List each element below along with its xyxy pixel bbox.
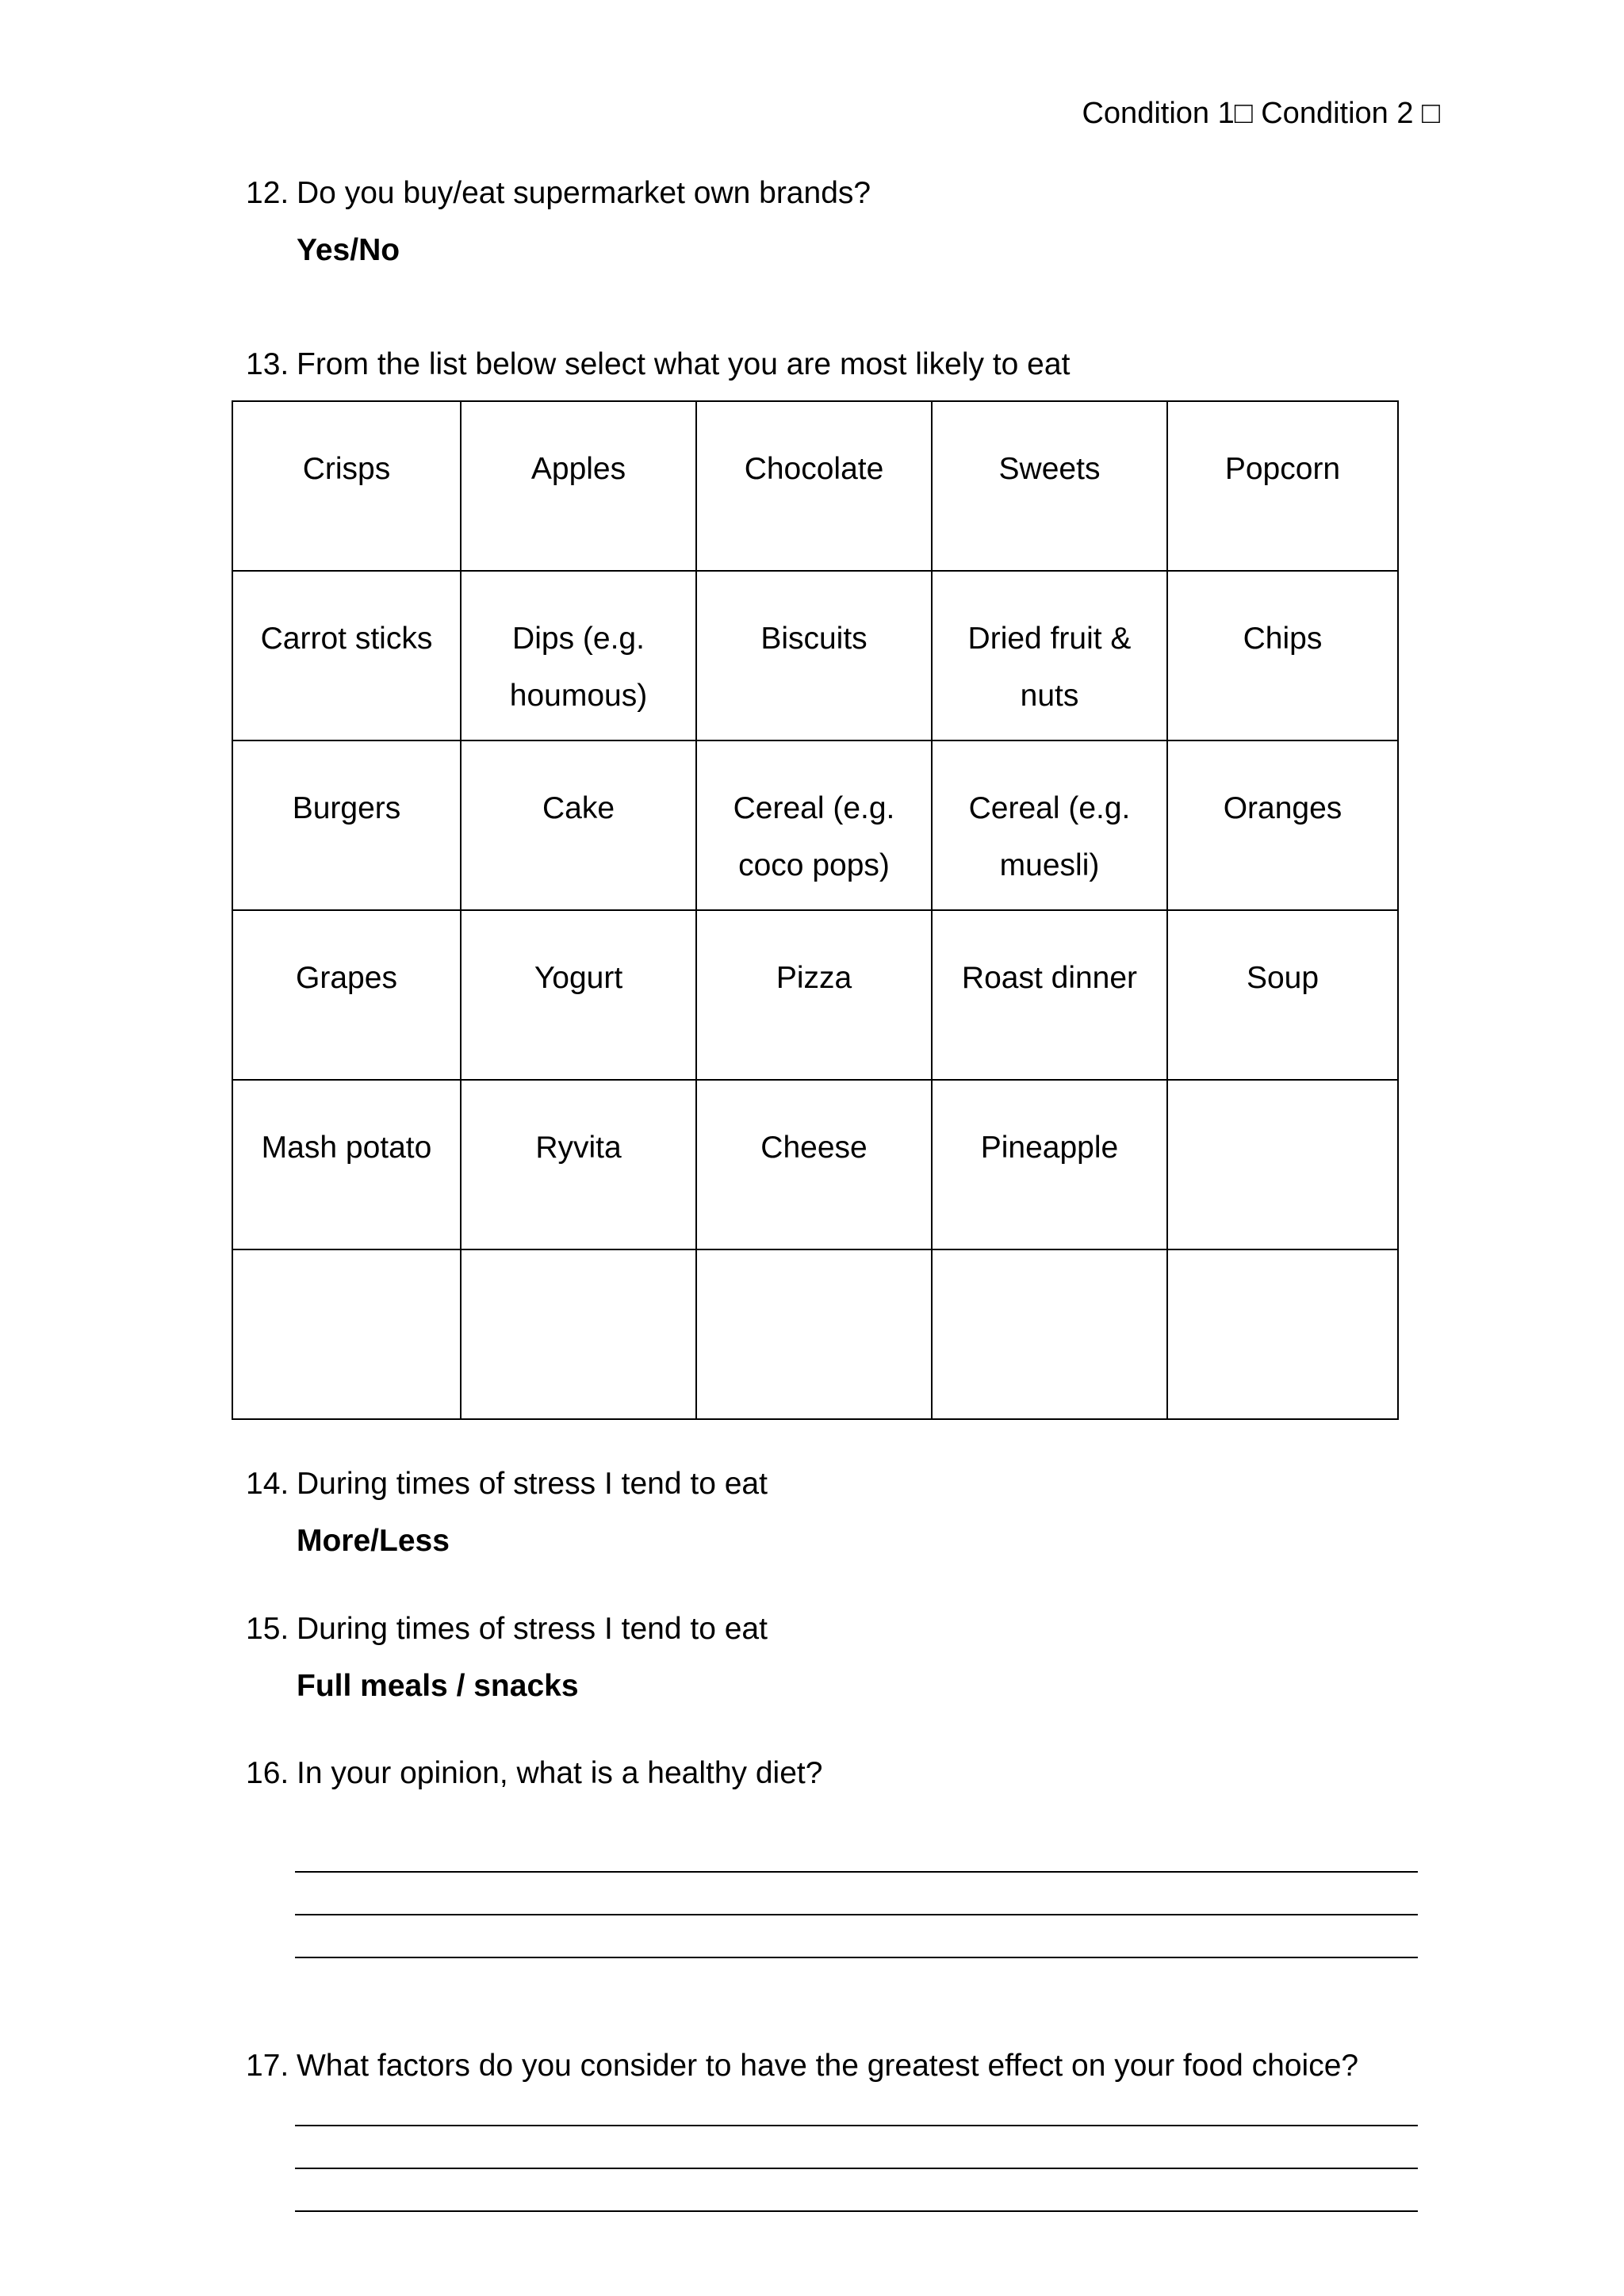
food-cell[interactable]: Apples <box>461 401 696 571</box>
food-cell[interactable]: Biscuits <box>696 571 932 740</box>
empty-cell[interactable] <box>696 1249 932 1419</box>
food-cell[interactable]: Burgers <box>232 740 461 910</box>
condition-checkboxes[interactable]: Condition 1□ Condition 2 □ <box>1082 97 1440 130</box>
question-13 <box>246 344 1070 385</box>
question-text: From the list below select what you are most likely to eat <box>297 347 1071 381</box>
table-row <box>232 401 1398 571</box>
question-text: During times of stress I tend to eat <box>297 1612 768 1646</box>
empty-cell[interactable] <box>461 1249 696 1419</box>
table-row <box>232 740 1398 910</box>
food-cell[interactable]: Yogurt <box>461 910 696 1080</box>
food-cell[interactable]: Sweets <box>932 401 1167 571</box>
food-cell[interactable]: Ryvita <box>461 1080 696 1249</box>
answer-line[interactable] <box>295 2125 1418 2126</box>
question-14 <box>246 1464 768 1505</box>
food-cell[interactable]: Cereal (e.g. coco pops) <box>696 740 932 910</box>
food-cell[interactable]: Cake <box>461 740 696 910</box>
question-number: 13. <box>246 347 289 381</box>
food-cell[interactable]: Grapes <box>232 910 461 1080</box>
empty-cell[interactable] <box>232 1249 461 1419</box>
food-cell[interactable]: Chips <box>1167 571 1398 740</box>
question-12 <box>246 173 871 214</box>
question-number: 16. <box>246 1756 289 1790</box>
food-cell[interactable]: Dips (e.g. houmous) <box>461 571 696 740</box>
table-row <box>232 1249 1398 1419</box>
question-16 <box>246 1753 822 1794</box>
question-number: 14. <box>246 1467 289 1501</box>
food-cell[interactable]: Roast dinner <box>932 910 1167 1080</box>
question-number: 15. <box>246 1612 289 1646</box>
table-row <box>232 1080 1398 1249</box>
empty-cell[interactable] <box>932 1249 1167 1419</box>
answer-line[interactable] <box>295 1914 1418 1915</box>
question-text: In your opinion, what is a healthy diet? <box>297 1756 823 1790</box>
question-text: Do you buy/eat supermarket own brands? <box>297 176 871 210</box>
food-cell[interactable]: Mash potato <box>232 1080 461 1249</box>
question-number: 12. <box>246 176 289 210</box>
food-cell[interactable]: Popcorn <box>1167 401 1398 571</box>
empty-cell[interactable] <box>1167 1249 1398 1419</box>
question-text: What factors do you consider to have the greatest effect on your food choice? <box>297 2049 1359 2083</box>
answer-options-12[interactable]: Yes/No <box>297 233 400 267</box>
table-row <box>232 910 1398 1080</box>
food-cell[interactable]: Chocolate <box>696 401 932 571</box>
empty-cell[interactable] <box>1167 1080 1398 1249</box>
food-cell[interactable]: Oranges <box>1167 740 1398 910</box>
food-cell[interactable]: Cereal (e.g. muesli) <box>932 740 1167 910</box>
question-text: During times of stress I tend to eat <box>297 1467 768 1501</box>
answer-line[interactable] <box>295 2168 1418 2169</box>
food-cell[interactable]: Dried fruit & nuts <box>932 571 1167 740</box>
table-row <box>232 571 1398 740</box>
food-cell[interactable]: Carrot sticks <box>232 571 461 740</box>
food-cell[interactable]: Cheese <box>696 1080 932 1249</box>
food-cell[interactable]: Soup <box>1167 910 1398 1080</box>
answer-line[interactable] <box>295 1957 1418 1958</box>
question-number: 17. <box>246 2049 289 2083</box>
food-cell[interactable]: Pizza <box>696 910 932 1080</box>
food-cell[interactable]: Crisps <box>232 401 461 571</box>
answer-line[interactable] <box>295 1871 1418 1873</box>
answer-options-15[interactable]: Full meals / snacks <box>297 1669 579 1703</box>
question-15 <box>246 1609 768 1650</box>
question-17 <box>246 2045 1358 2087</box>
answer-options-14[interactable]: More/Less <box>297 1524 450 1558</box>
food-cell[interactable]: Pineapple <box>932 1080 1167 1249</box>
answer-line[interactable] <box>295 2210 1418 2212</box>
food-choice-table <box>232 400 1399 1420</box>
